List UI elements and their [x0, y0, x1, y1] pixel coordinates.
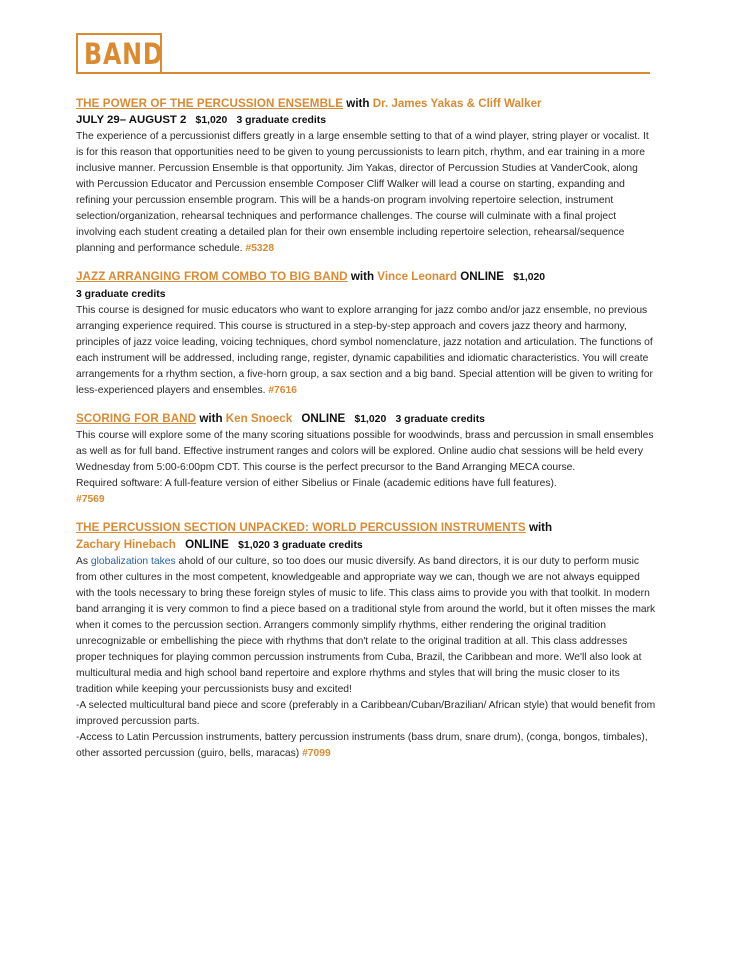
- course-heading: [76, 519, 656, 536]
- course-credits: 3 graduate credits: [76, 289, 166, 300]
- description-highlight: globalization takes: [90, 556, 176, 567]
- materials-item-2: [76, 730, 656, 762]
- course-price: $1,020: [513, 272, 546, 283]
- course-title[interactable]: JAZZ ARRANGING FROM COMBO TO BIG BAND: [76, 270, 348, 283]
- online-badge: ONLINE: [185, 538, 229, 551]
- materials-item-2-text: -Access to Latin Percussion instruments, battery percussion instruments (bass drum, snare drum), (conga, bongos, timbales), other assorted percussion (guiro, bells, maracas): [76, 732, 648, 759]
- header-divider: [76, 72, 650, 74]
- course-heading: [76, 95, 656, 112]
- course-description: [76, 303, 656, 399]
- course-meta: [76, 286, 656, 303]
- course-title[interactable]: THE POWER OF THE PERCUSSION ENSEMBLE: [76, 97, 344, 110]
- with-label: with: [346, 97, 370, 110]
- course-code-line: [76, 492, 656, 508]
- course-credits: 3 graduate credits: [395, 414, 485, 425]
- online-badge: ONLINE: [460, 270, 505, 283]
- instructor-name: Dr. James Yakas & Cliff Walker: [372, 97, 542, 110]
- description-text: This course is designed for music educators who want to explore arranging for jazz combo and/or jazz ensemble, no previous arranging experience required. This course is structured in a step-by-step approach and covers jazz theory and harmony, principles of jazz voice leading, voicing techniques, chord symbol nomenclature, jazz notation and articulation. The functions of each instrument will be addressed, including range, register, dynamic capabilities and idiomatic characteristics. You will create arrangements for a rhythm section, a five-horn group, a sax section and a big band. Special attention will be given to writing for less-experienced players and ensembles.: [76, 305, 653, 396]
- instructor-name: Vince Leonard: [377, 270, 457, 283]
- course-code: #7099: [302, 748, 331, 759]
- instructor-name: Ken Snoeck: [225, 412, 293, 425]
- course-heading: [76, 410, 656, 428]
- course-scoring-for-band: [76, 410, 656, 508]
- materials-item-1: -A selected multicultural band piece and score (preferably in a Caribbean/Cuban/Brazilian/ African style) that would benefit from improved percussion parts.: [76, 700, 656, 727]
- description-lead: As: [76, 556, 89, 567]
- with-label: with: [199, 412, 223, 425]
- section-title: BAND: [84, 37, 164, 71]
- course-percussion-ensemble: [76, 95, 656, 257]
- course-list: [76, 95, 656, 773]
- description-text: ahold of our culture, so too does our music diversify. As band directors, it is our duty to perform music from other cultures in the most competent, knowledgeable and appropriate way we can, though we are not always equipped with the tools necessary to bring these foreign styles of music to life. This class aims to provide you with that toolkit. In modern band arranging it is very common to find a piece based on a traditional style from around the world, but it often misses the mark when it comes to the percussion section. Arrangers commonly simplify rhythms, either rendering the original tradition unrecognizable or embellishing the piece with rhythms that don't relate to the original tradition at all. This class addresses proper techniques for playing common percussion instruments from Cuba, Brazil, the Caribbean and more. We'll also look at multicultural media and high school band repertoire and explore rhythms and styles that will bring the music closer to its tradition while keeping your percussionists busy and excited!: [76, 556, 656, 695]
- course-jazz-arranging: [76, 268, 656, 399]
- course-code: #7569: [76, 494, 105, 505]
- course-price: $1,020: [195, 115, 228, 126]
- course-code: #5328: [245, 243, 275, 254]
- course-price: $1,020: [354, 414, 387, 425]
- course-credits: 3 graduate credits: [273, 540, 363, 551]
- course-meta: [76, 112, 656, 129]
- course-world-percussion: [76, 519, 656, 762]
- course-credits: 3 graduate credits: [236, 115, 327, 126]
- course-heading: [76, 268, 656, 286]
- with-label: with: [350, 270, 375, 283]
- course-description: [76, 129, 656, 257]
- course-meta: [76, 536, 656, 554]
- description-text: The experience of a percussionist differs greatly in a large ensemble setting to that of a wind player, string player or vocalist. It is for this reason that opportunities need to be given to young percussionists to learn pitch, rhythm, and ear training in a more inclusive manner. Percussion Ensemble is that opportunity. Jim Yakas, director of Percussion Studies at VanderCook, along with Percussion Educator and Percussion ensemble Composer Cliff Walker will lead a course on starting, expanding and refining your percussion ensemble program. This will be a hands-on program involving repertoire selection, instrument selection/organization, rehearsal techniques and performance challenges. The course will culminate with a final project involving each student creating a detailed plan for their own ensemble including repertoire selection, rehearsal/sequence planning and performance schedule.: [76, 131, 649, 254]
- course-code: #7616: [268, 385, 297, 396]
- course-description: This course will explore some of the many scoring situations possible for woodwinds, brass and percussion in small ensembles as well as for full band. Effective instrument ranges and colors will be explored. Online audio chat sessions will be held every Wednesday from 5:00-6:00pm CDT. This course is the perfect precursor to the Band Arranging MECA course.: [76, 430, 654, 473]
- with-label: with: [528, 521, 553, 534]
- course-dates: JULY 29– AUGUST 2: [76, 114, 187, 126]
- course-price: $1,020: [238, 540, 270, 551]
- instructor-name: Zachary Hinebach: [76, 538, 176, 551]
- course-title[interactable]: THE PERCUSSION SECTION UNPACKED: WORLD PERCUSSION INSTRUMENTS: [76, 521, 526, 534]
- online-badge: ONLINE: [301, 412, 346, 425]
- course-title[interactable]: SCORING FOR BAND: [76, 412, 197, 425]
- course-description: [76, 554, 656, 698]
- course-software: Required software: A full-feature version of either Sibelius or Finale (academic editions have full features).: [76, 478, 557, 489]
